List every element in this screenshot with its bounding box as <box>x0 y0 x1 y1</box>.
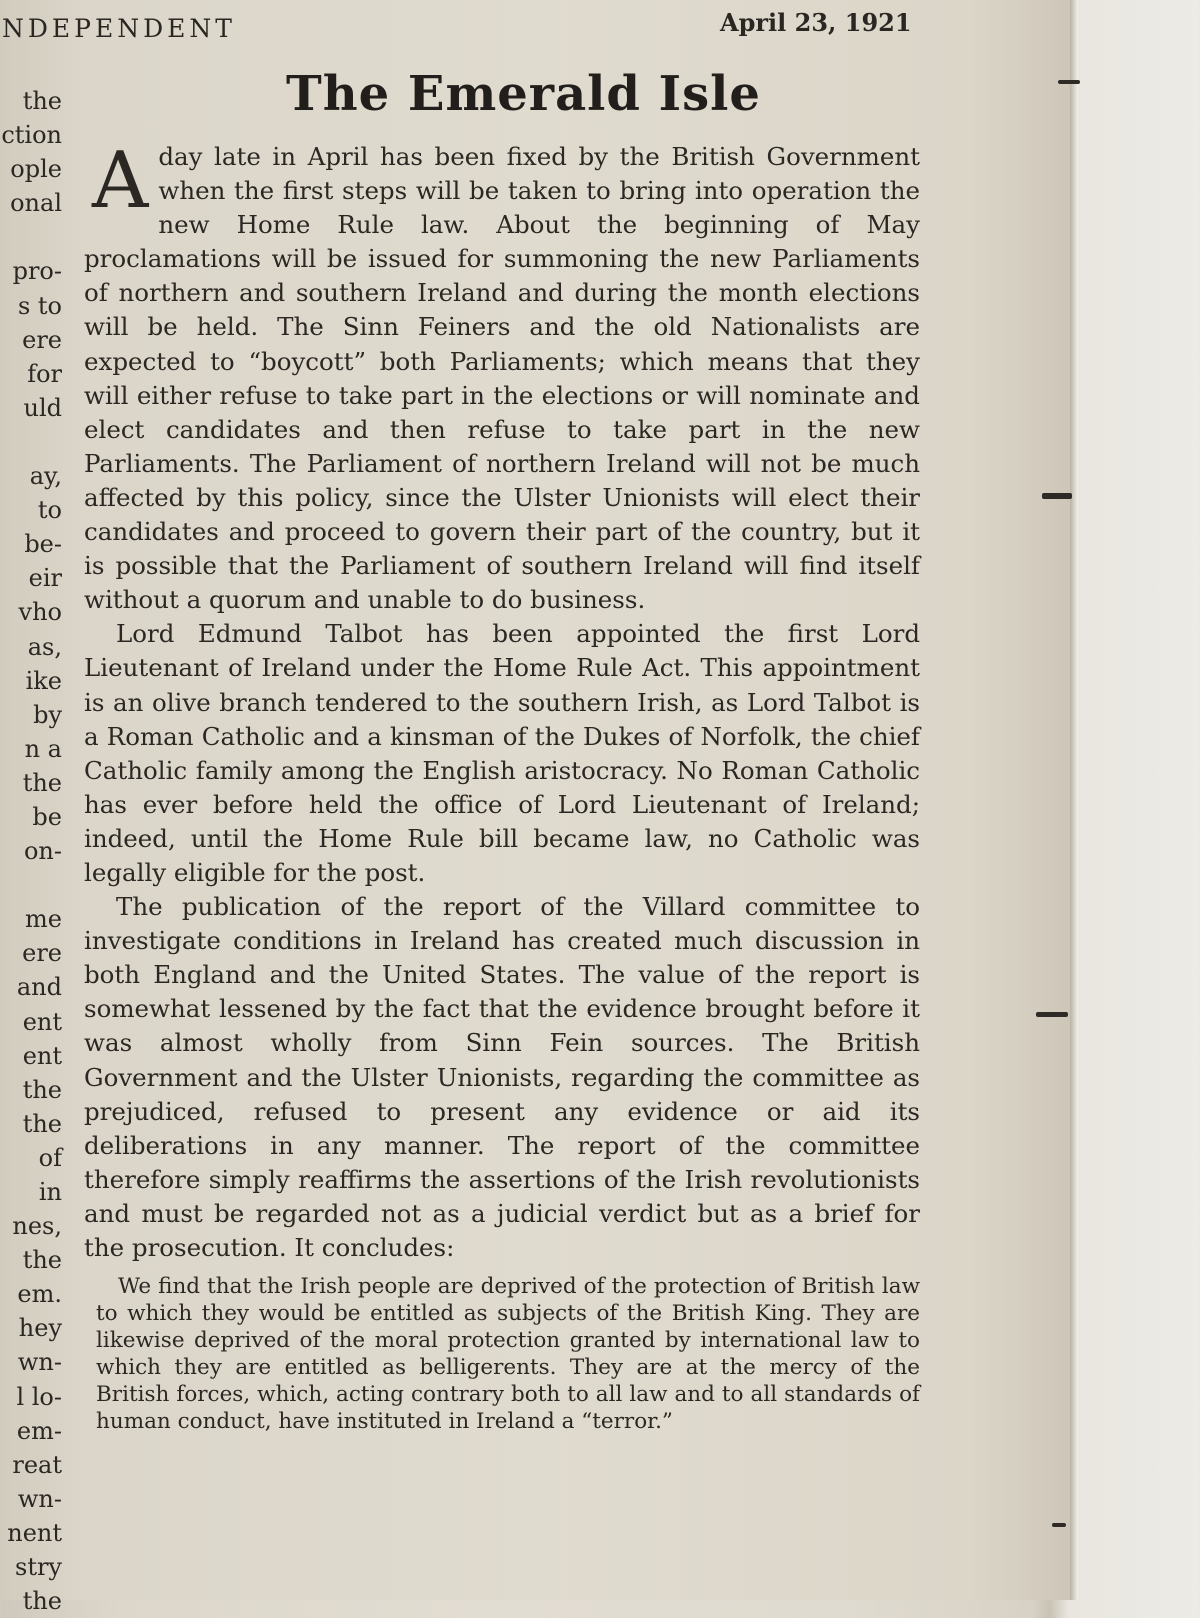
left-column-line: ike <box>25 666 62 695</box>
block-quote: We find that the Irish people are deprived of the protection of British law to which they would be entitled as subjects of the British King. They are likewise deprived of the moral protection granted by international law to which they are entitled as belligerents. They are at the mercy of the British forces, which, acting contrary both to all law and to all standards of human conduct, have instituted in Ireland a “terror.” <box>96 1274 920 1435</box>
left-column-line: s to <box>17 291 62 320</box>
paragraph-1 <box>84 136 920 617</box>
issue-date: April 23, 1921 <box>720 8 912 37</box>
paragraph-1-text: day late in April has been fixed by the British Government when the first steps will be taken to bring into operation the new Home Rule law. About the beginning of May proclamations will be issued for summoning the new Parliaments of northern and southern Ireland and during the month elections will be held. The Sinn Feiners and the old Nationalists are expected to “boycott” both Parliaments; which means that they will either refuse to take part in the elections or will nominate and elect candidates and then refuse to take part in the new Parliaments. The Parliament of northern Ireland will not be much affected by this policy, since the Ulster Unionists will elect their candidates and proceed to govern their part of the country, but it is possible that the Parliament of southern Ireland will find itself without a quorum and unable to do business. <box>84 142 920 615</box>
left-column-line: on- <box>23 837 62 866</box>
publication-header: NDEPENDENT <box>2 14 236 43</box>
left-column-line: l lo- <box>16 1382 62 1411</box>
paragraph-2: Lord Edmund Talbot has been appointed the first Lord Lieutenant of Ireland under the Home Rule Act. This appointment is an olive branch tendered to the southern Irish, as Lord Talbot is a Roman Catholic and a kinsman of the Dukes of Norfolk, the chief Catholic family among the English aristocracy. No Roman Catholic has ever before held the office of Lord Lieutenant of Ireland; indeed, until the Home Rule bill became law, no Catholic was legally eligible for the post. <box>84 619 920 887</box>
left-column-line: vho <box>18 598 62 627</box>
left-column-line: ere <box>22 939 62 968</box>
left-column-line: ction <box>1 121 62 150</box>
left-column-line: uld <box>23 393 62 422</box>
left-column-line: stry <box>15 1553 62 1582</box>
left-column-line <box>0 425 62 459</box>
left-column-line: ople <box>10 155 62 184</box>
left-column-line: of <box>38 1143 62 1172</box>
left-column-line: as, <box>27 632 62 661</box>
page-gutter <box>1070 0 1078 1600</box>
left-column-line: the <box>22 87 62 115</box>
left-column-line: ent <box>22 1007 62 1036</box>
left-column-line: the <box>22 768 62 797</box>
left-column-line: be <box>32 802 62 831</box>
left-column-line: for <box>27 359 62 388</box>
binding-stitch <box>1052 1523 1066 1527</box>
binding-stitch <box>1058 80 1080 84</box>
left-column-line: ere <box>22 325 62 354</box>
left-column-line: pro- <box>12 257 62 286</box>
left-column-line: in <box>38 1178 62 1206</box>
left-column-line: the <box>22 1109 62 1138</box>
left-column-line: em- <box>16 1416 62 1445</box>
left-column-line: me <box>25 905 62 934</box>
left-column-line: nes, <box>12 1212 62 1241</box>
left-column-line: the <box>22 1075 62 1104</box>
left-column-fragment <box>0 84 62 1618</box>
binding-stitch <box>1036 1012 1068 1017</box>
left-column-line: hey <box>18 1314 62 1343</box>
left-column-line <box>0 220 62 254</box>
left-column-line <box>0 868 62 902</box>
left-column-line: em. <box>17 1280 62 1309</box>
left-column-line: eir <box>28 564 62 593</box>
left-column-line: and <box>16 973 62 1002</box>
left-column-line: nent <box>7 1518 62 1547</box>
left-column-line: to <box>37 496 62 525</box>
left-column-line: be- <box>24 530 62 559</box>
left-column-line: wn- <box>17 1348 62 1377</box>
left-column-line: the <box>22 1246 62 1275</box>
drop-cap: A <box>92 136 149 226</box>
left-column-line: onal <box>10 189 62 218</box>
left-column-line: ay, <box>29 462 62 491</box>
paragraph-3: The publication of the report of the Villard committee to investigate conditions in Ireland has created much discussion in both England and the United States. The value of the report is somewhat lessened by the fact that the evidence brought before it was almost wholly from Sinn Fein sources. The British Government and the Ulster Unionists, regarding the committee as prejudiced, refused to present any evidence or aid its deliberations in any manner. The report of the committee therefore simply reaffirms the assertions of the Irish revolutionists and must be regarded not as a judicial verdict but as a brief for the prosecution. It concludes: <box>84 892 920 1262</box>
left-column-line: reat <box>12 1450 62 1479</box>
article-body <box>84 136 920 1435</box>
left-column-line: wn- <box>17 1484 62 1513</box>
binding-stitch <box>1042 493 1072 499</box>
left-column-line: ent <box>22 1041 62 1070</box>
article-title: The Emerald Isle <box>286 66 761 122</box>
left-column-line: by <box>33 700 62 729</box>
left-column-line: the <box>22 1587 62 1616</box>
left-column-line: n a <box>24 734 62 763</box>
